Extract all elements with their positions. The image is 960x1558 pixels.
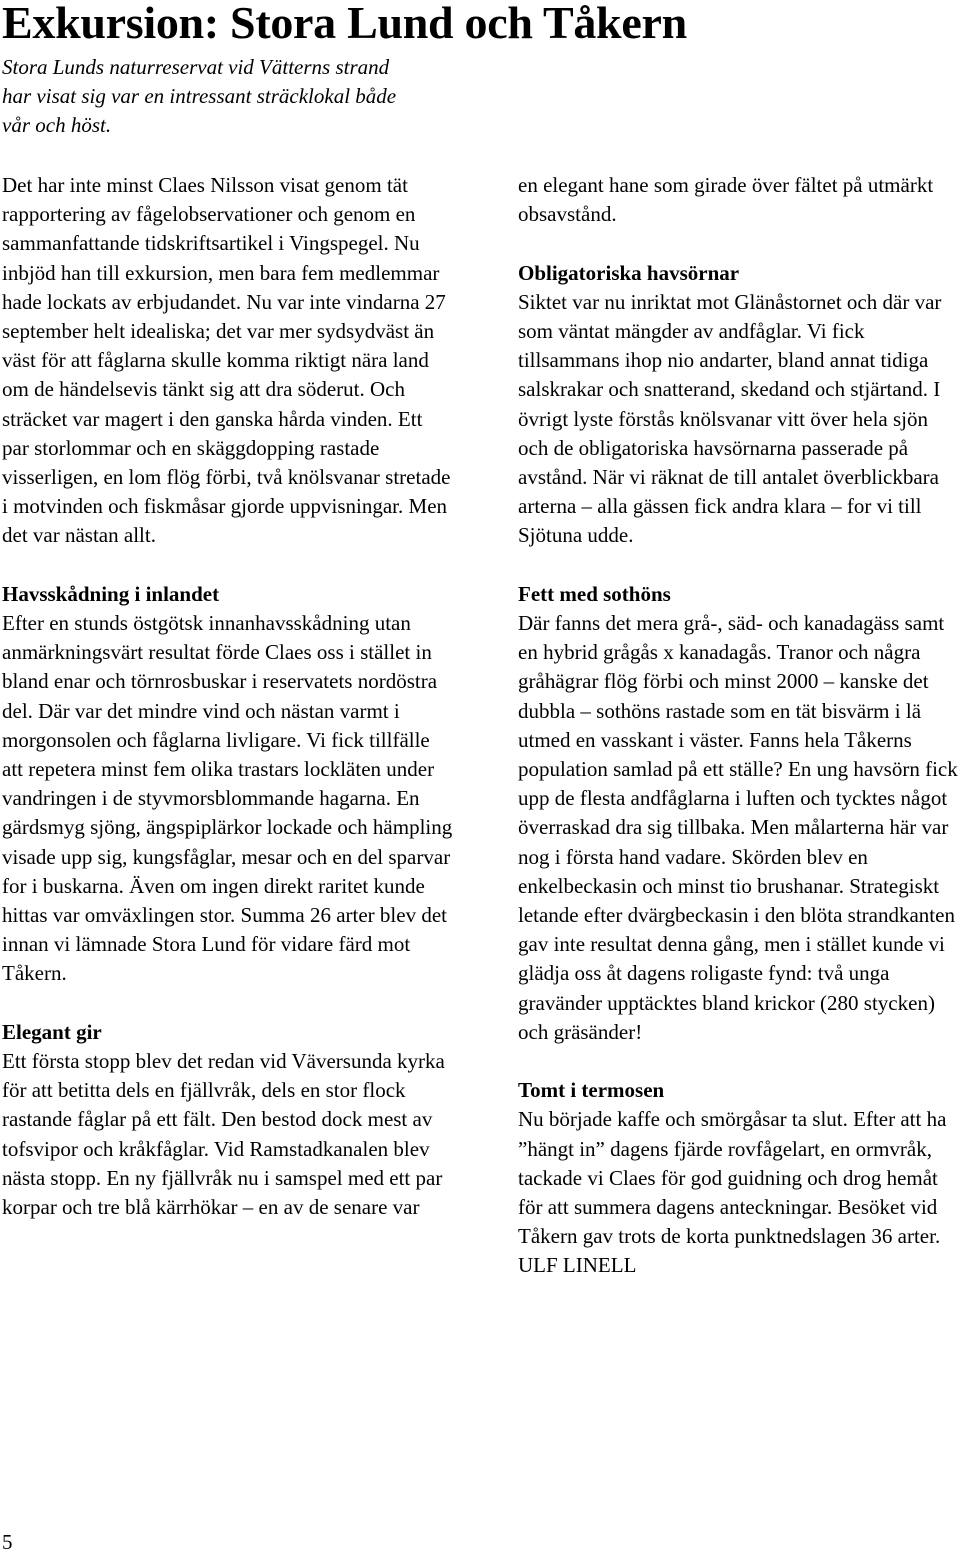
author-byline: ULF LINELL [518,1253,637,1278]
left-column [2,171,454,1222]
section-heading-elegant-gir: Elegant gir [2,1019,102,1044]
section-heading-havsskadning: Havsskådning i inlandet [2,581,220,606]
article-lead: Stora Lunds naturreservat vid Vätterns strand har visat sig var en intressant sträcklokal både vår och höst. [2,55,397,137]
section-heading-sothons: Fett med sothöns [518,581,671,606]
section-body-havsornar: Siktet var nu inriktat mot Glänåstornet och där var som väntat mängder av andfåglar. Vi fick tillsammans ihop nio andarter, bland annat tidiga salskrakar och snatterand, skedand och stjärtand. I övrigt lyste förstås knölsvanar vitt över hela sjön och de obligatoriska havsörnarna passerade på avstånd. När vi räknat de till antalet överblickbara arterna – alla gässen fick andra klara – for vi till Sjötuna udde. [518,289,942,548]
intro-paragraph: Det har inte minst Claes Nilsson visat genom tät rapportering av fågelobservationer och genom en sammanfattande tidskriftsartikel i Vingspegel. Nu inbjöd han till exkursion, men bara fem medlemmar hade lockats av erbjudandet. Nu var inte vindarna 27 september helt idealiska; det var mer sydsydväst än väst för att fåglarna skulle komma riktigt nära land om de händelsevis tänkt sig att dra söderut. Och sträcket var magert i den ganska hårda vinden. Ett par storlommar och en skäggdopping rastade visserligen, en lom flög förbi, två knölsvanar stretade i motvinden och fiskmåsar gjorde uppvisningar. Men det var nästan allt. [2,173,451,548]
section-body-sothons: Där fanns det mera grå-, säd- och kanadagäss samt en hybrid grågås x kanadagås. Tranor och några gråhägrar flög förbi och minst 2000 – kanske det dubbla – sothöns rastade som en tät bisvärm i lä utmed en vasskant i väster. Fanns hela Tåkerns population samlad på ett ställe? En ung havsörn fick upp de flesta andfåglarna i luften och tycktes något överraskad dra sig tillbaka. Men målarterna här var nog i första hand vadare. Skörden blev en enkelbeckasin och minst tio brushanar. Strategiskt letande efter dvärgbeckasin i den blöta strandkanten gav inte resultat denna gång, men i stället kunde vi glädja oss åt dagens roligaste fynd: två unga gravänder upptäcktes bland krickor (280 stycken) och gräsänder! [518,611,958,1044]
section-body-havsskadning: Efter en stunds östgötsk innanhavsskådning utan anmärkningsvärt resultat förde Claes oss i stället in bland enar och törnrosbuskar i reservatets nordöstra del. Där var det mindre vind och nästan varmt i morgonsolen och fåglarna livligare. Vi fick tillfälle att repetera minst fem olika trastars lockläten under vandringen i de styvmorsblommande hagarna. En gärdsmyg sjöng, ängspiplärkor lockade och hämpling visade upp sig, kungsfåglar, mesar och en del sparvar for i buskarna. Även om ingen direkt raritet kunde hittas var omväxlingen stor. Summa 26 arter blev det innan vi lämnade Stora Lund för vidare färd mot Tåkern. [2,611,453,986]
right-column [518,171,960,1281]
article-title: Exkursion: Stora Lund och Tåkern [2,0,687,48]
section-body-elegant-gir-continued: en elegant hane som girade över fältet på utmärkt obsavstånd. [518,173,934,227]
page-number: 5 [2,1530,13,1554]
section-body-elegant-gir: Ett första stopp blev det redan vid Väversunda kyrka för att betitta dels en fjällvråk, dels en stor flock rastande fåglar på ett fält. Den bestod dock mest av tofsvipor och kråkfåglar. Vid Ramstadkanalen blev nästa stopp. En ny fjällvråk nu i samspel med ett par korpar och tre blå kärrhökar – en av de senare var [2,1049,445,1220]
section-body-termosen: Nu började kaffe och smörgåsar ta slut. Efter att ha ”hängt in” dagens fjärde rovfågelart, en ormvråk, tackade vi Claes för god guidning och drog hemåt för att summera dagens anteckningar. Besöket vid Tåkern gav trots de korta punktnedslagen 36 arter. [518,1107,947,1249]
section-heading-termosen: Tomt i termosen [518,1078,665,1103]
section-heading-havsornar: Obligatoriska havsörnar [518,260,740,285]
